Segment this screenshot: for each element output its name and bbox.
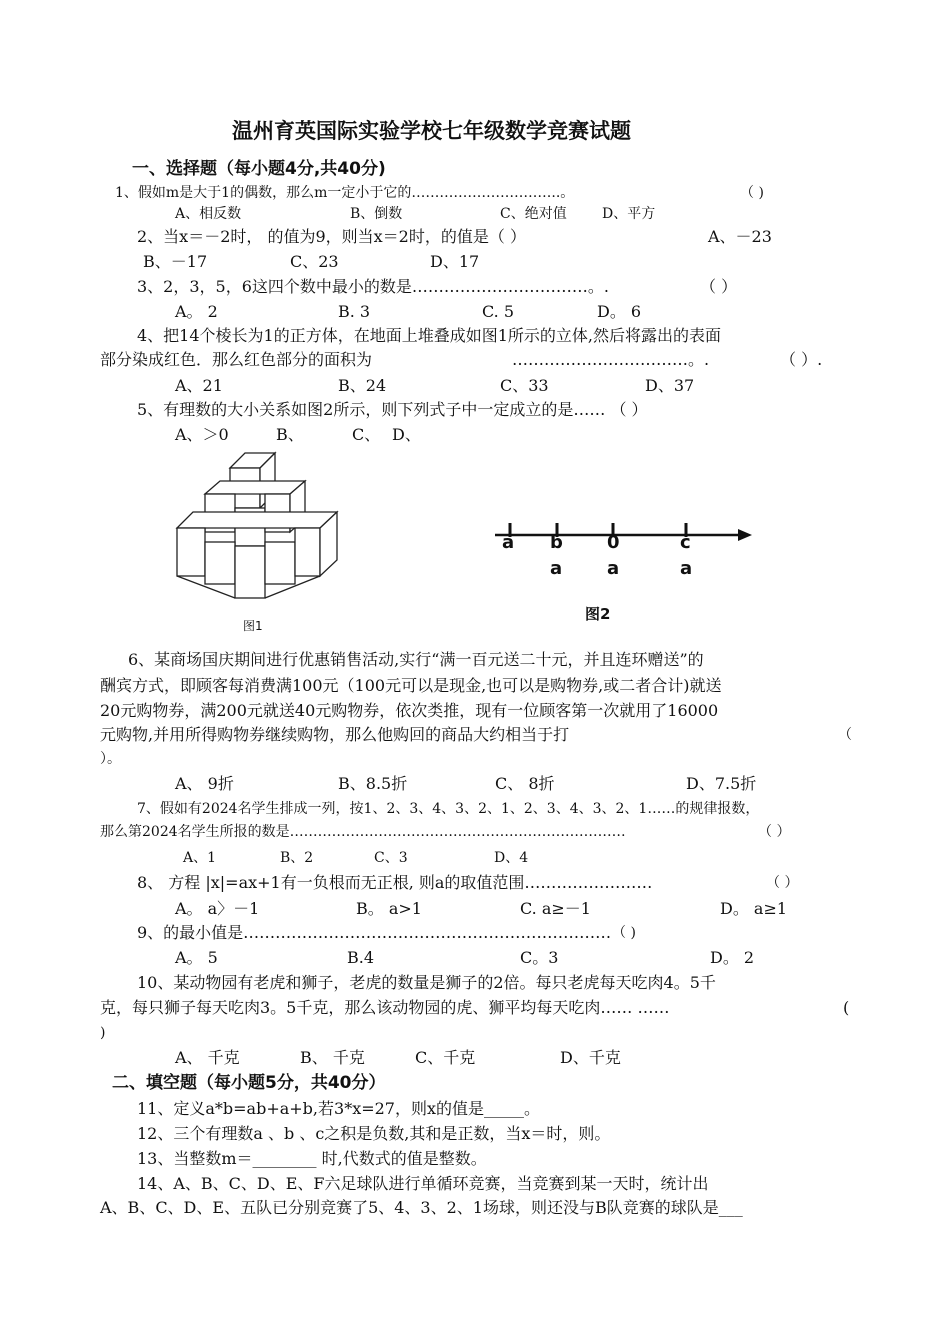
question-11: 11、定义a*b=ab+a+b,若3*x=27，则x的值是_____。 <box>137 1099 541 1118</box>
question-4-dots: ……………………………。. <box>512 350 710 369</box>
question-10-option-d: D、千克 <box>560 1048 621 1067</box>
question-7-line-1: 7、假如有2024名学生排成一列，按1、2、3、4、3、2、1、2、3、4、3、2、1……的规律报数， <box>137 801 760 817</box>
section-heading-fill-in: 二、填空题（每小题5分，共40分） <box>112 1073 386 1093</box>
question-8-option-c: C. a≥－1 <box>520 899 591 918</box>
number-line-sub-label-zero: a <box>607 558 620 579</box>
question-1-option-b: B、倒数 <box>350 206 403 222</box>
question-2-option-c: C、23 <box>290 252 339 271</box>
question-14-line-1: 14、A、B、C、D、E、F六足球队进行单循环竞赛，当竞赛到某一天时，统计出 <box>137 1174 709 1193</box>
question-13: 13、当整数m＝________ 时,代数式的值是整数。 <box>137 1149 487 1168</box>
question-10-option-a: A、 千克 <box>175 1048 240 1067</box>
number-line-sub-label-b: a <box>550 558 563 579</box>
section-heading-choice: 一、选择题（每小题4分,共40分) <box>132 159 386 179</box>
question-6-line-1: 6、某商场国庆期间进行优惠销售活动,实行“满一百元送二十元，并且连环赠送”的 <box>128 650 704 669</box>
number-line-sub-label-c: a <box>680 558 693 579</box>
question-2-option-b: B、－17 <box>143 252 208 271</box>
figure-2-caption: 图2 <box>585 605 611 623</box>
question-10-option-b: B、 千克 <box>300 1048 365 1067</box>
question-6-paren-open: （ <box>838 727 852 743</box>
question-8-option-b: B。 a>1 <box>356 899 422 918</box>
question-7-option-c: C、3 <box>374 850 408 866</box>
number-line-label-zero: 0 <box>607 532 620 553</box>
question-9-stem: 9、的最小值是…………………………………………………………… <box>137 923 612 942</box>
figure-1-cube-stack <box>165 448 355 613</box>
question-1-option-d: D、平方 <box>602 206 656 222</box>
question-5-option-d: D、 <box>392 425 421 444</box>
question-6-line-4: 元购物,并用所得购物券继续购物，那么他购回的商品大约相当于打 <box>100 725 570 744</box>
figure-2-number-line <box>490 515 760 555</box>
question-1-answer-blank: （ ) <box>740 185 764 201</box>
question-6-option-c: C、 8折 <box>495 774 555 793</box>
question-9-option-a: A。 5 <box>175 948 218 967</box>
question-1-option-a: A、相反数 <box>175 206 242 222</box>
question-3-option-b: B. 3 <box>338 302 371 321</box>
question-10-line-1: 10、某动物园有老虎和狮子，老虎的数量是狮子的2倍。每只老虎每天吃肉4。5千 <box>137 973 716 992</box>
question-10-option-c: C、千克 <box>415 1048 476 1067</box>
question-3-answer-blank: （ ） <box>700 277 738 296</box>
question-6-paren-close: ）。 <box>100 751 121 767</box>
question-8-option-a: A。 a〉－1 <box>175 899 260 918</box>
question-2-option-a: A、－23 <box>708 227 772 246</box>
question-4-answer-blank: （ ）. <box>780 350 823 369</box>
question-7-option-b: B、2 <box>280 850 314 866</box>
figure-1-caption: 图1 <box>243 619 263 633</box>
question-2-option-d: D、17 <box>430 252 480 271</box>
question-4-option-d: D、37 <box>645 376 695 395</box>
question-6-option-d: D、7.5折 <box>686 774 757 793</box>
question-5-stem: 5、有理数的大小关系如图2所示，则下列式子中一定成立的是…… （ ） <box>137 400 648 419</box>
question-1-stem: 1、假如m是大于1的偶数，那么m一定小于它的…………………………..。 <box>115 185 575 201</box>
number-line-label-c: c <box>680 532 691 553</box>
question-4-option-a: A、21 <box>175 376 223 395</box>
page-title: 温州育英国际实验学校七年级数学竞赛试题 <box>232 119 631 143</box>
question-6-option-a: A、 9折 <box>175 774 234 793</box>
question-2-stem: 2、当x＝－2时， 的值为9，则当x＝2时，的值是（ ） <box>137 227 526 246</box>
question-8-stem: 8、 方程 |x|=ax+1有一负根而无正根, 则a的取值范围…………………… <box>137 873 653 892</box>
question-9-option-b: B.4 <box>347 948 375 967</box>
question-9-answer-blank: （ ) <box>612 925 636 941</box>
question-12: 12、三个有理数a 、b 、c之积是负数,其和是正数，当x＝时，则。 <box>137 1124 611 1143</box>
question-9-option-d: D。 2 <box>710 948 755 967</box>
question-6-line-2: 酬宾方式，即顾客每消费满100元（100元可以是现金,也可以是购物券,或二者合计)就送 <box>100 676 722 695</box>
question-3-option-a: A。 2 <box>175 302 218 321</box>
question-7-option-a: A、1 <box>183 850 217 866</box>
question-7-answer-blank: （ ） <box>758 824 791 840</box>
question-3-option-c: C. 5 <box>482 302 515 321</box>
question-3-option-d: D。 6 <box>597 302 642 321</box>
question-6-option-b: B、8.5折 <box>338 774 408 793</box>
question-4-option-b: B、24 <box>338 376 387 395</box>
question-4-line-2: 部分染成红色．那么红色部分的面积为 <box>100 350 373 369</box>
question-9-option-c: C。3 <box>520 948 559 967</box>
question-6-line-3: 20元购物券，满200元就送40元购物券，依次类推，现有一位顾客第一次就用了16000 <box>100 701 719 720</box>
question-1-option-c: C、绝对值 <box>500 206 567 222</box>
question-5-option-a: A、＞0 <box>175 425 229 444</box>
number-line-label-b: b <box>550 532 563 553</box>
question-8-option-d: D。 a≥1 <box>720 899 788 918</box>
question-4-option-c: C、33 <box>500 376 549 395</box>
question-10-paren-open: ( <box>843 998 850 1017</box>
question-10-line-2: 克，每只狮子每天吃肉3。5千克，那么该动物园的虎、狮平均每天吃肉…… …… <box>100 998 670 1017</box>
question-10-paren-close: ) <box>100 1025 106 1041</box>
question-5-option-b: B、 <box>276 425 304 444</box>
question-14-line-2: A、B、C、D、E、五队已分别竞赛了5、4、3、2、1场球，则还没与B队竞赛的球队是___ <box>100 1198 743 1217</box>
question-5-option-c: C、 <box>352 425 381 444</box>
question-7-option-d: D、4 <box>494 850 529 866</box>
number-line-label-a: a <box>502 532 515 553</box>
question-4-line-1: 4、把14个棱长为1的正方体，在地面上堆叠成如图1所示的立体,然后将露出的表面 <box>137 326 721 345</box>
question-3-stem: 3、2，3，5，6这四个数中最小的数是……………………………。. <box>137 277 609 296</box>
question-7-line-2: 那么第2024名学生所报的数是……………………………………………………………… <box>100 824 626 840</box>
question-8-answer-blank: （ ） <box>766 875 799 891</box>
